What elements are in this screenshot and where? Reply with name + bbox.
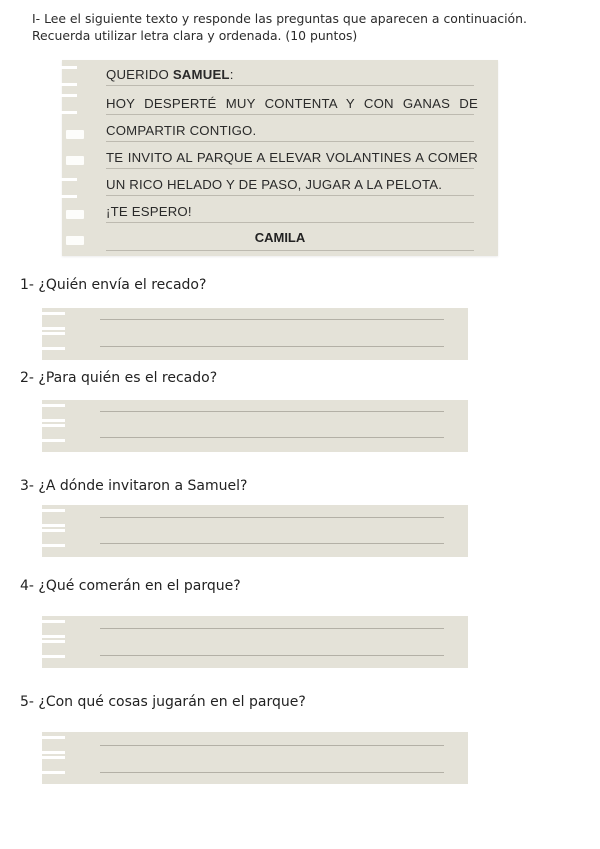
rule-line bbox=[106, 114, 474, 115]
answer-line bbox=[100, 437, 444, 438]
rule-line bbox=[106, 222, 474, 223]
binder-ring-icon bbox=[32, 312, 65, 330]
binder-hole-icon bbox=[66, 156, 84, 165]
answer-box-5[interactable] bbox=[42, 732, 468, 784]
answer-line bbox=[100, 628, 444, 629]
binder-ring-icon bbox=[32, 640, 65, 658]
binder-ring-icon bbox=[48, 94, 77, 114]
instructions-text: I- Lee el siguiente texto y responde las preguntas que aparecen a continuación. Recuerda utilizar letra clara y ordenada. (10 puntos) bbox=[32, 11, 527, 43]
answer-box-4[interactable] bbox=[42, 616, 468, 668]
question-1: 1- ¿Quién envía el recado? bbox=[20, 277, 207, 293]
answer-line bbox=[100, 411, 444, 412]
answer-line bbox=[100, 319, 444, 320]
answer-box-1[interactable] bbox=[42, 308, 468, 360]
binder-ring-icon bbox=[32, 736, 65, 754]
answer-line bbox=[100, 772, 444, 773]
answer-line bbox=[100, 745, 444, 746]
rule-line bbox=[106, 141, 474, 142]
answer-line bbox=[100, 517, 444, 518]
letter-line-4: UN RICO HELADO Y DE PASO, JUGAR A LA PELOTA. bbox=[106, 177, 443, 192]
answer-line bbox=[100, 655, 444, 656]
question-5: 5- ¿Con qué cosas jugarán en el parque? bbox=[20, 694, 306, 710]
letter-line-5: ¡TE ESPERO! bbox=[106, 204, 192, 219]
letter-line-2: COMPARTIR CONTIGO. bbox=[106, 123, 257, 138]
letter-notepaper bbox=[62, 60, 498, 256]
binder-ring-icon bbox=[32, 404, 65, 422]
answer-box-2[interactable] bbox=[42, 400, 468, 452]
binder-hole-icon bbox=[66, 210, 84, 219]
binder-ring-icon bbox=[32, 424, 65, 442]
binder-ring-icon bbox=[32, 332, 65, 350]
answer-box-3[interactable] bbox=[42, 505, 468, 557]
binder-ring-icon bbox=[48, 66, 77, 86]
rule-line bbox=[106, 250, 474, 251]
question-2: 2- ¿Para quién es el recado? bbox=[20, 370, 218, 386]
binder-ring-icon bbox=[48, 178, 77, 198]
binder-ring-icon bbox=[32, 620, 65, 638]
binder-ring-icon bbox=[32, 756, 65, 774]
rule-line bbox=[106, 168, 474, 169]
binder-hole-icon bbox=[66, 130, 84, 139]
binder-ring-icon bbox=[32, 509, 65, 527]
answer-line bbox=[100, 543, 444, 544]
question-4: 4- ¿Qué comerán en el parque? bbox=[20, 578, 241, 594]
letter-line-1: HOY DESPERTÉ MUY CONTENTA Y CON GANAS DE bbox=[106, 96, 478, 111]
letter-greeting: QUERIDO SAMUEL: bbox=[106, 67, 234, 82]
answer-line bbox=[100, 346, 444, 347]
binder-ring-icon bbox=[32, 529, 65, 547]
rule-line bbox=[106, 85, 474, 86]
rule-line bbox=[106, 195, 474, 196]
letter-signature: CAMILA bbox=[254, 230, 306, 245]
letter-line-3: TE INVITO AL PARQUE A ELEVAR VOLANTINES A COMER bbox=[106, 150, 478, 165]
question-3: 3- ¿A dónde invitaron a Samuel? bbox=[20, 478, 248, 494]
